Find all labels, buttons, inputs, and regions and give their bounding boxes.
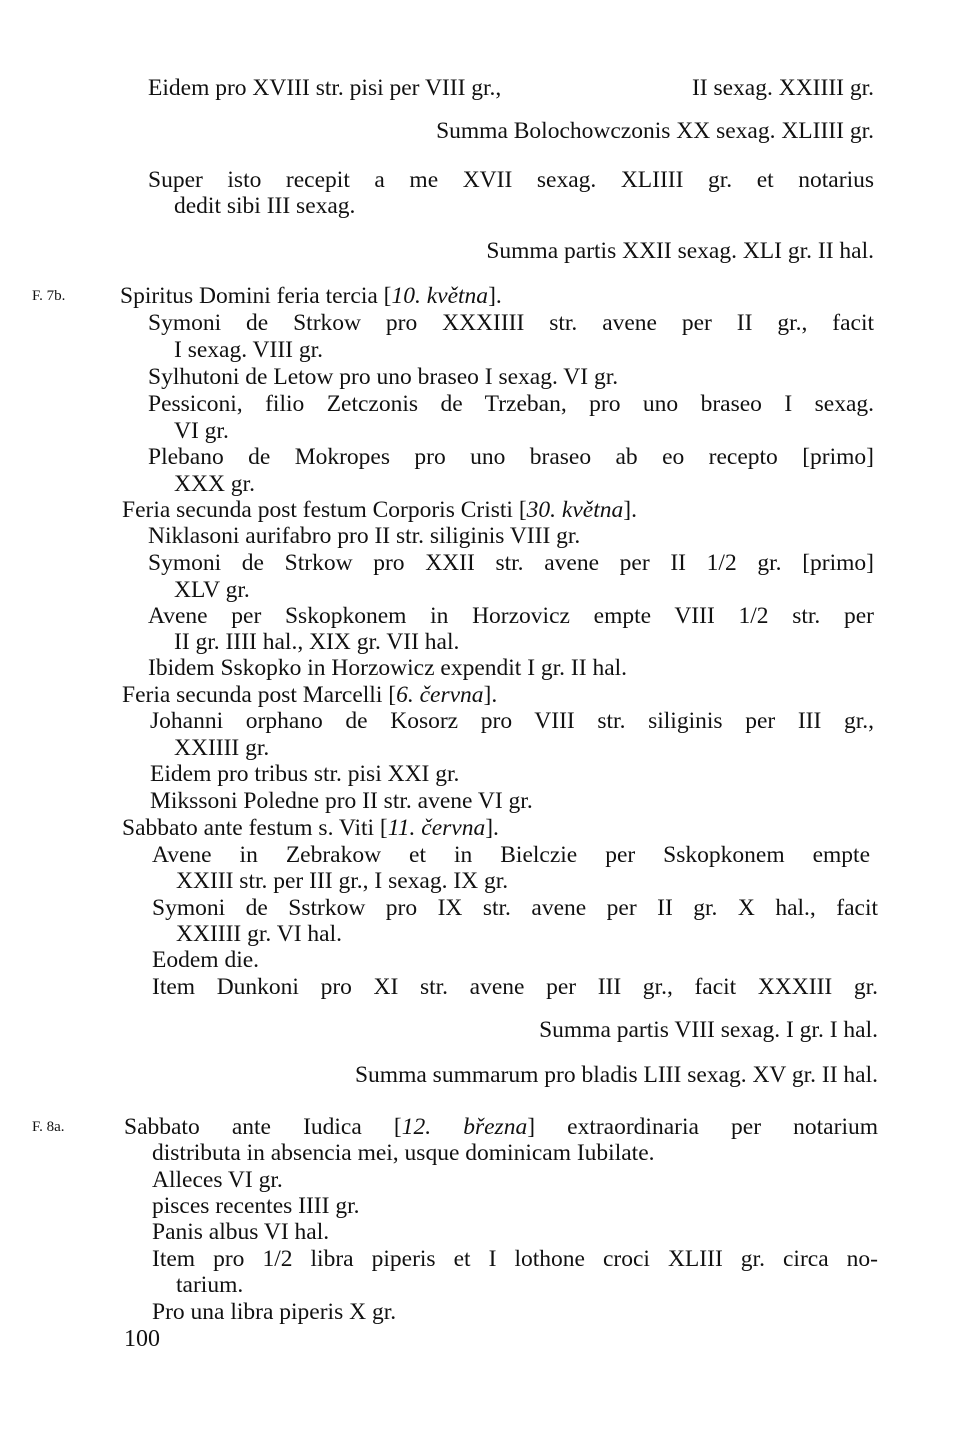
heading-text: ]. <box>485 815 499 841</box>
text-line: Sylhutoni de Letow pro uno braseo I sexag. VI gr. <box>148 364 619 390</box>
text-line: Ibidem Sskopko in Horzowicz expendit I gr. II hal. <box>148 655 628 681</box>
text-line: I sexag. VIII gr. <box>174 337 324 363</box>
text-line: distributa in absencia mei, usque dominicam Iubilate. <box>152 1140 655 1166</box>
summa-line: Summa partis XXII sexag. XLI gr. II hal. <box>486 238 874 264</box>
text-line: Johanni orphano de Kosorz pro VIII str. siliginis per III gr., <box>150 708 874 734</box>
text-line: XXX gr. <box>174 471 255 497</box>
text-line: pisces recentes IIII gr. <box>152 1193 360 1219</box>
text-line: XLV gr. <box>174 577 250 603</box>
page-number: 100 <box>124 1326 160 1352</box>
text-line: XXIIII gr. VI hal. <box>176 921 342 947</box>
heading-text: ]. <box>623 497 637 523</box>
text-line: Niklasoni aurifabro pro II str. siliginis VIII gr. <box>148 523 581 549</box>
text-line: Symoni de Strkow pro XXXIIII str. avene per II gr., facit <box>148 310 874 336</box>
heading-text: Feria secunda post festum Corporis Cristi [ <box>122 497 527 523</box>
text-line: Alleces VI gr. <box>152 1167 283 1193</box>
text-line: Mikssoni Poledne pro II str. avene VI gr. <box>150 788 533 814</box>
date-note: 10. května <box>391 283 489 309</box>
text-line: tarium. <box>176 1272 244 1298</box>
section-heading <box>124 1113 878 1141</box>
date-note: 6. června <box>396 682 484 708</box>
date-note: 12. března <box>401 1114 528 1140</box>
text-line: Plebano de Mokropes pro uno braseo ab eo recepto [primo] <box>148 444 874 470</box>
text-line: VI gr. <box>174 418 229 444</box>
text-line: II gr. IIII hal., XIX gr. VII hal. <box>174 629 460 655</box>
text-line: dedit sibi III sexag. <box>174 193 356 219</box>
text-line: Symoni de Sstrkow pro IX str. avene per II gr. X hal., facit <box>152 895 878 921</box>
text-line: Pessiconi, filio Zetczonis de Trzeban, pro uno braseo I sexag. <box>148 391 874 417</box>
heading-text: Spiritus Domini feria tercia [ <box>120 283 392 309</box>
heading-text: ]. <box>488 283 502 309</box>
summa-line: Summa summarum pro bladis LIII sexag. XV gr. II hal. <box>354 1062 878 1088</box>
text-line: Item Dunkoni pro XI str. avene per III gr., facit XXXIII gr. <box>152 974 878 1000</box>
text-line: Symoni de Strkow pro XXII str. avene per II 1/2 gr. [primo] <box>148 550 874 576</box>
text-line: XXIIII gr. <box>174 735 270 761</box>
text-line: II sexag. XXIIII gr. <box>691 75 874 101</box>
date-note: 30. května <box>526 497 624 523</box>
text-line: XXIII str. per III gr., I sexag. IX gr. <box>176 868 509 894</box>
heading-text: Feria secunda post Marcelli [ <box>122 682 397 708</box>
date-note: 11. června <box>387 815 486 841</box>
section-heading <box>122 681 497 709</box>
section-heading <box>122 814 499 842</box>
text-line: Avene per Sskopkonem in Horzovicz empte VIII 1/2 str. per <box>148 603 874 629</box>
text-line: Eidem pro tribus str. pisi XXI gr. <box>150 761 460 787</box>
section-heading <box>122 496 637 524</box>
margin-note-folio: F. 7b. <box>32 288 66 304</box>
text-line: Eodem die. <box>152 947 260 973</box>
summa-line: Summa Bolochowczonis XX sexag. XLIIII gr. <box>436 118 874 144</box>
text-line: Super isto recepit a me XVII sexag. XLIIII gr. et notarius <box>148 167 874 193</box>
heading-text: Sabbato ante festum s. Viti [ <box>122 815 388 841</box>
text-line: Pro una libra piperis X gr. <box>152 1299 397 1325</box>
text-line: Avene in Zebrakow et in Bielczie per Sskopkonem empte <box>152 842 870 868</box>
margin-note-folio: F. 8a. <box>32 1119 65 1135</box>
heading-text: ]. <box>483 682 498 708</box>
section-heading <box>120 282 502 310</box>
summa-line: Summa partis VIII sexag. I gr. I hal. <box>539 1017 878 1043</box>
text-line: Eidem pro XVIII str. pisi per VIII gr., <box>148 75 502 101</box>
heading-text: ] extraordinaria per notarium <box>527 1114 878 1140</box>
text-line: Panis albus VI hal. <box>152 1219 330 1245</box>
text-line: Item pro 1/2 libra piperis et I lothone croci XLIII gr. circa no- <box>152 1246 878 1272</box>
heading-text: Sabbato ante Iudica [ <box>124 1114 402 1140</box>
